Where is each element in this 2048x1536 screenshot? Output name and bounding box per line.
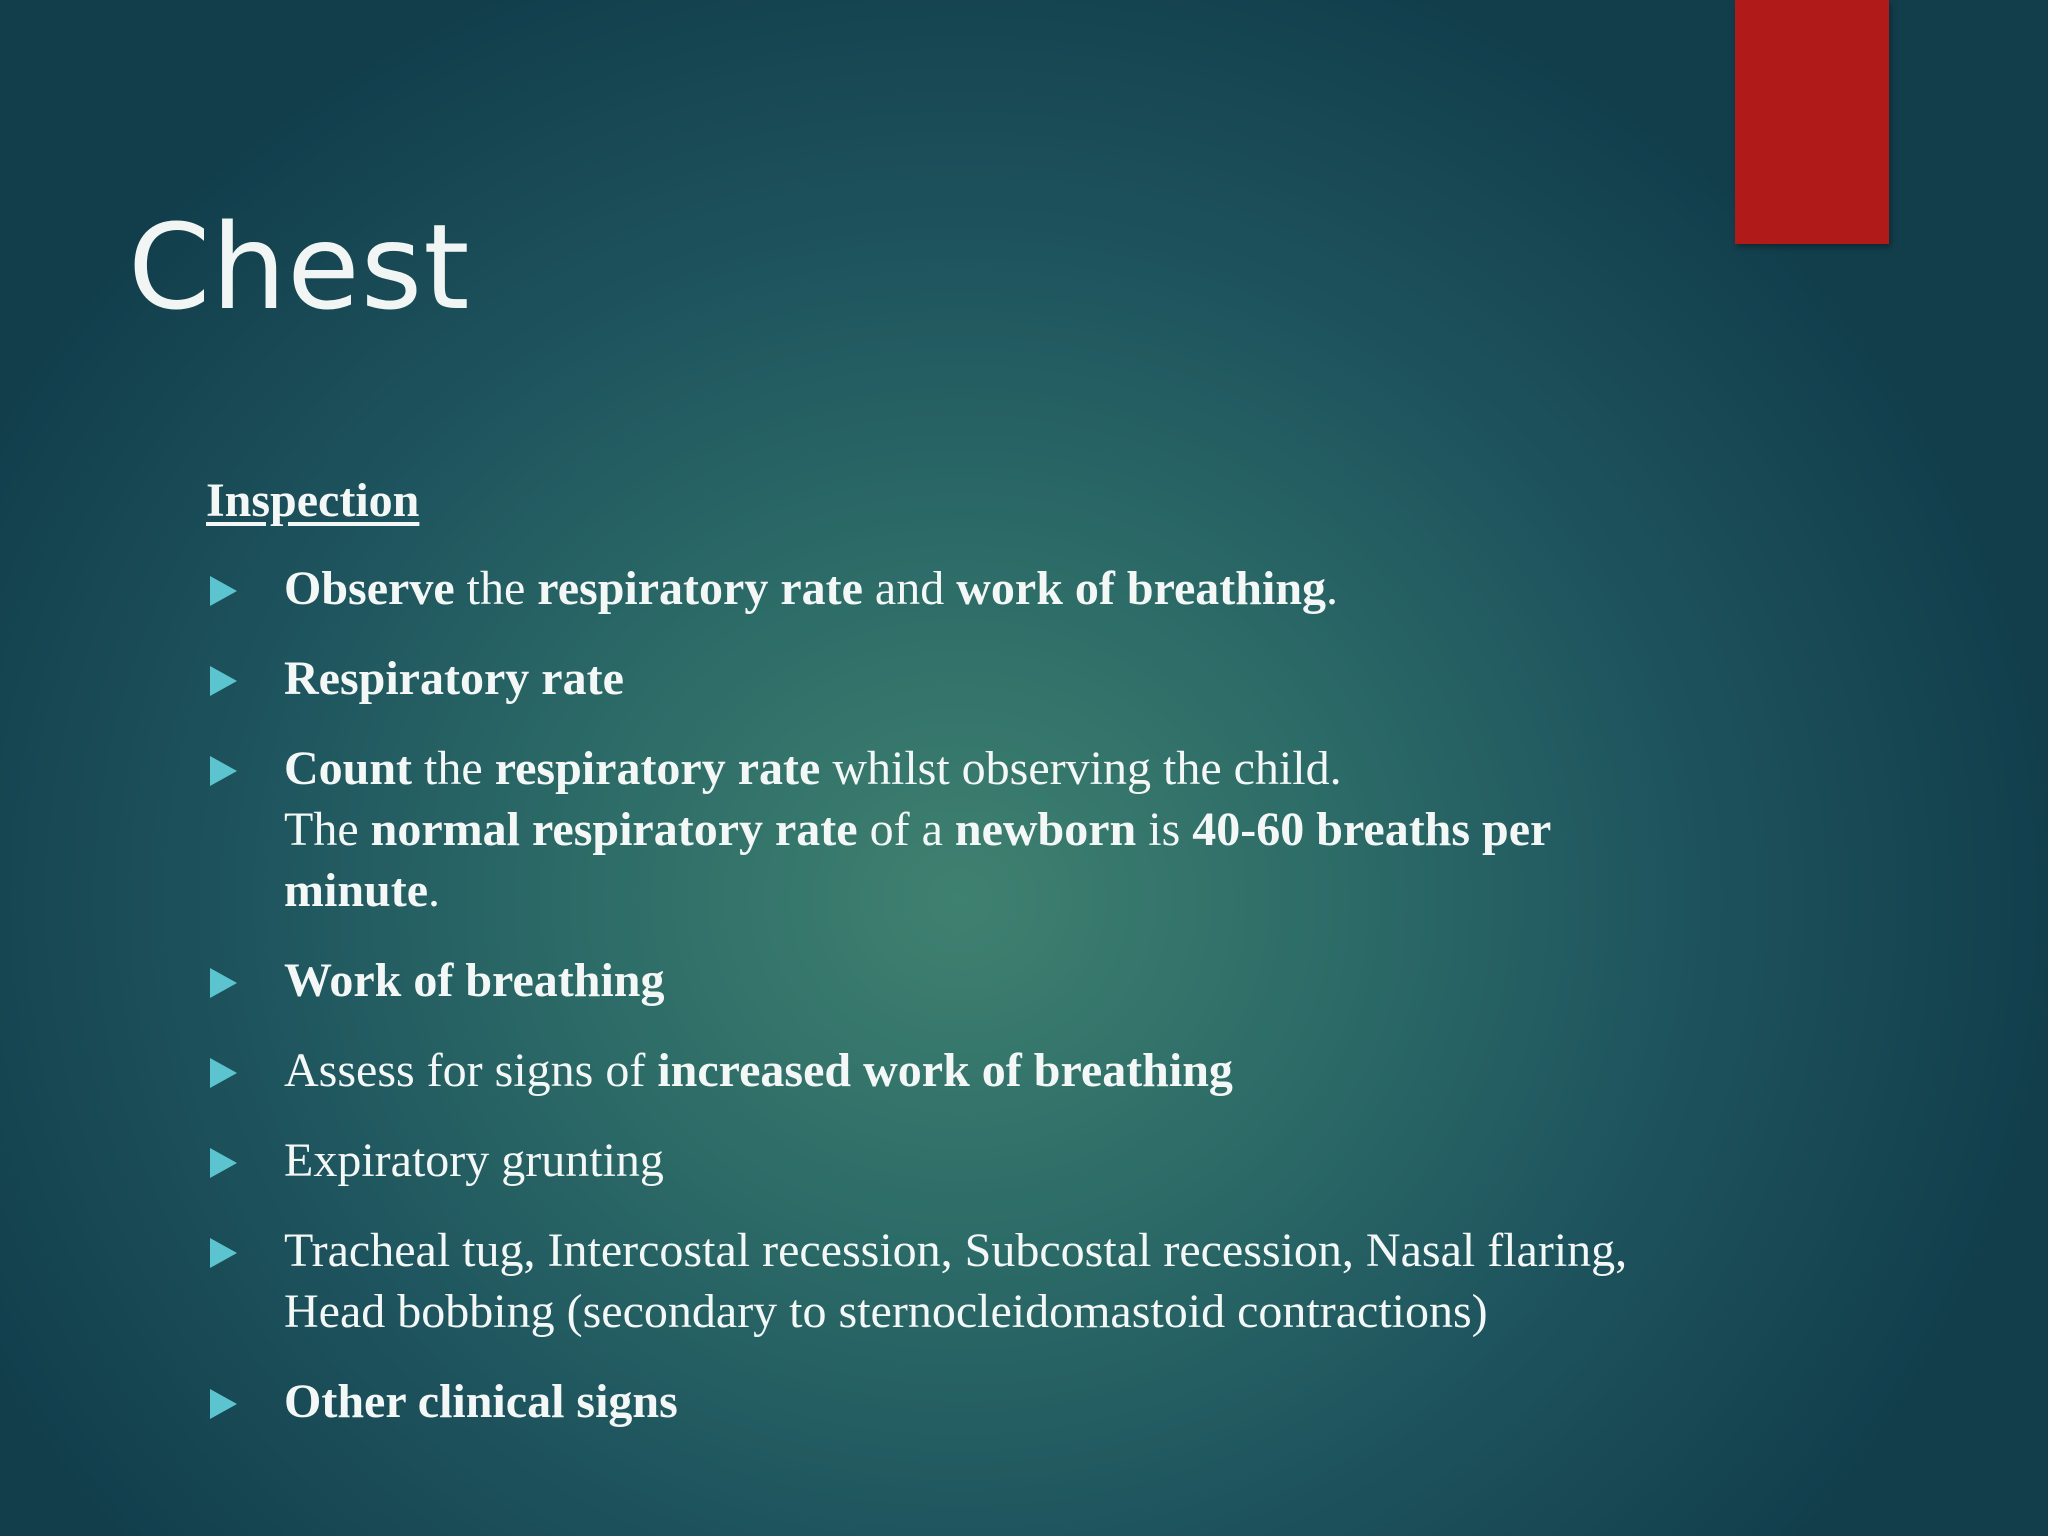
plain-text: Tracheal tug, Intercostal recession, Subcostal recession, Nasal flaring, Head bobbing (secondary to sternocleidomastoid contractions) xyxy=(284,1224,1628,1338)
bullet-arrow-icon xyxy=(210,756,237,786)
plain-text: of a xyxy=(857,803,955,856)
bullet-item xyxy=(206,648,1706,709)
bullet-text xyxy=(284,1224,1627,1338)
bold-text: Work of breathing xyxy=(284,954,665,1007)
plain-text: Assess for signs of xyxy=(284,1044,658,1097)
bold-text: Other clinical signs xyxy=(284,1375,678,1428)
bold-text: increased work of breathing xyxy=(657,1044,1233,1097)
bullet-text xyxy=(284,562,1338,615)
bold-text: respiratory rate xyxy=(537,562,863,615)
bullet-item xyxy=(206,950,1706,1011)
bullet-item xyxy=(206,738,1706,921)
plain-text: whilst observing the child. xyxy=(820,742,1342,795)
bullet-item xyxy=(206,558,1706,619)
bold-text: 40-60 breaths per minute xyxy=(284,803,1551,917)
bullet-arrow-icon xyxy=(210,1148,237,1178)
bold-text: Observe xyxy=(284,562,455,615)
bullet-arrow-icon xyxy=(210,666,237,696)
accent-tab xyxy=(1735,0,1889,244)
bullet-text xyxy=(284,652,624,705)
bullet-text xyxy=(284,954,664,1007)
bullet-arrow-icon xyxy=(210,576,237,606)
plain-text: . xyxy=(1326,562,1339,615)
plain-text: is xyxy=(1136,803,1193,856)
plain-text: the xyxy=(412,742,495,795)
bullet-list xyxy=(206,558,1706,1432)
bullet-text xyxy=(284,1375,678,1428)
bold-text: respiratory rate xyxy=(494,742,821,795)
bullet-arrow-icon xyxy=(210,1238,237,1268)
slide-content xyxy=(206,470,1706,1461)
bullet-item xyxy=(206,1220,1706,1342)
bold-text: work of breathing xyxy=(956,562,1327,615)
bold-text: normal respiratory rate xyxy=(370,803,858,856)
plain-text: the xyxy=(454,562,538,615)
bullet-text xyxy=(284,1134,664,1187)
bullet-item xyxy=(206,1130,1706,1191)
bullet-text xyxy=(284,1044,1233,1097)
bullet-item xyxy=(206,1371,1706,1432)
bullet-arrow-icon xyxy=(210,1389,237,1419)
plain-text: The xyxy=(284,803,371,856)
bold-text: newborn xyxy=(954,803,1137,856)
slide-title: Chest xyxy=(128,198,471,337)
section-heading: Inspection xyxy=(206,474,420,527)
bullet-arrow-icon xyxy=(210,1058,237,1088)
bullet-arrow-icon xyxy=(210,968,237,998)
plain-text: and xyxy=(862,562,957,615)
plain-text: . xyxy=(428,864,440,917)
plain-text: Expiratory grunting xyxy=(284,1134,664,1187)
bullet-text xyxy=(284,742,1550,917)
bold-text: Respiratory rate xyxy=(284,652,624,705)
bullet-item xyxy=(206,1040,1706,1101)
bold-text: Count xyxy=(284,742,413,795)
